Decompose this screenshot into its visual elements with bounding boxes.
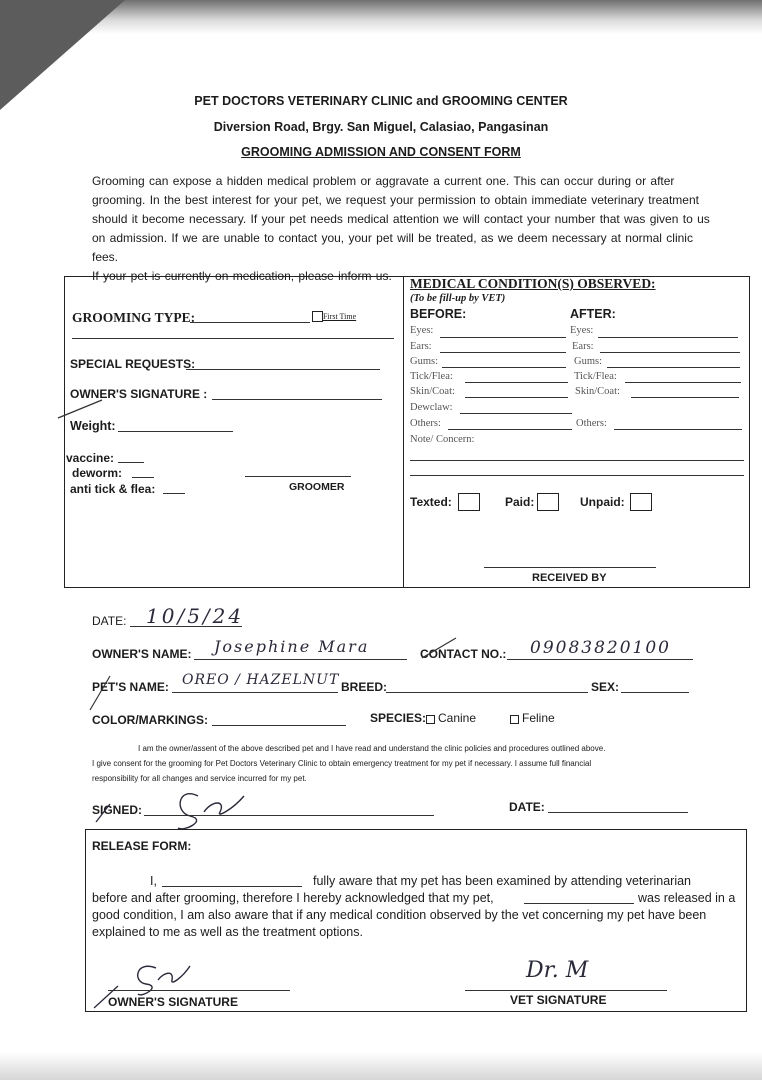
release-line-4: explained to me as well as the treatment options. [92, 925, 363, 939]
release-name-field[interactable] [162, 886, 302, 887]
first-time-checkbox[interactable] [312, 311, 323, 322]
pen-mark [420, 636, 460, 660]
first-time-label: First Time [323, 312, 357, 321]
texted-label: Texted: [410, 495, 452, 509]
anti-tick-field[interactable] [163, 493, 185, 494]
date-value: 10/5/24 [146, 604, 245, 628]
before-eyes-label: Eyes: [410, 325, 434, 336]
vet-signature-caption: VET SIGNATURE [510, 993, 607, 1007]
feline-checkbox[interactable] [510, 715, 519, 724]
before-skincoat-field[interactable] [465, 397, 568, 398]
release-line-3: good condition, I am also aware that if any medical condition observed by the vet concerning my pet have been [92, 908, 707, 922]
anti-tick-label: anti tick & flea: [70, 482, 156, 496]
after-ears-label: Ears: [572, 341, 594, 352]
vaccine-label: vaccine: [66, 451, 115, 465]
pet-name-value: OREO / HAZELNUT [182, 672, 340, 688]
release-pet-field[interactable] [524, 903, 634, 904]
color-markings-label: COLOR/MARKINGS: [92, 713, 208, 727]
species-label: SPECIES: [370, 711, 427, 725]
breed-field[interactable] [386, 692, 588, 693]
pet-name-label: PET'S NAME: [92, 680, 169, 694]
before-others-field[interactable] [448, 429, 572, 430]
after-gums-label: Gums: [574, 356, 603, 367]
release-text: was released in a [638, 891, 736, 905]
color-markings-field[interactable] [212, 725, 346, 726]
before-tickflea-label: Tick/Flea: [410, 371, 453, 382]
grooming-type-field-2[interactable] [72, 338, 394, 339]
date2-field[interactable] [548, 812, 688, 813]
contact-field[interactable] [507, 659, 693, 660]
intro-paragraph [92, 172, 712, 286]
paid-checkbox[interactable] [537, 493, 559, 511]
medical-conditions-title: MEDICAL CONDITION(S) OBSERVED: [410, 276, 656, 291]
after-skincoat-label: Skin/Coat: [575, 386, 620, 397]
unpaid-label: Unpaid: [580, 495, 625, 509]
note-line-2[interactable] [410, 475, 744, 476]
owner-name-label: OWNER'S NAME: [92, 647, 192, 661]
after-others-label: Others: [576, 418, 607, 429]
grooming-type-field[interactable] [190, 322, 310, 323]
before-dewclaw-label: Dewclaw: [410, 402, 453, 413]
before-label: BEFORE: [410, 307, 467, 321]
clinic-name: PET DOCTORS VETERINARY CLINIC and GROOMING CENTER [194, 94, 568, 108]
consent-line: responsibility for all changes and service incurred for my pet. [92, 774, 307, 783]
vet-subtitle: (To be fill-up by VET) [410, 293, 506, 304]
canine-label: Canine [438, 711, 477, 725]
intro-line: grooming. In the best interest for your pet, we request your permission to obtain immediate veterinary treatment [92, 193, 699, 207]
date-label: DATE: [92, 614, 127, 628]
note-line-1[interactable] [410, 460, 744, 461]
intro-line: Grooming can expose a hidden medical problem or aggravate a current one. This can occur during or after [92, 174, 675, 188]
admission-box-divider [403, 276, 404, 588]
clinic-address: Diversion Road, Brgy. San Miguel, Calasiao, Pangasinan [213, 120, 549, 134]
sex-label: SEX: [591, 680, 620, 694]
release-text: fully aware that my pet has been examined by attending veterinarian [313, 874, 692, 888]
after-gums-field[interactable] [607, 367, 740, 368]
after-others-field[interactable] [614, 429, 742, 430]
unpaid-checkbox[interactable] [630, 493, 652, 511]
deworm-field[interactable] [132, 477, 154, 478]
canine-checkbox[interactable] [426, 715, 435, 724]
vet-signature-value: Dr. M [526, 958, 589, 983]
owner-signature-label: OWNER'S SIGNATURE : [70, 387, 208, 401]
signed-label: SIGNED: [92, 803, 143, 817]
before-skincoat-label: Skin/Coat: [410, 386, 455, 397]
intro-line: on admission. If we are unable to contact you, your pet will be treated, as we deem necessary at normal clinic fees. [92, 231, 693, 264]
after-skincoat-field[interactable] [631, 397, 739, 398]
contact-label: CONTACT NO.: [420, 647, 507, 661]
vaccine-field[interactable] [118, 462, 144, 463]
consent-line: I give consent for the grooming for Pet Doctors Veterinary Clinic to obtain emergency treatment for my pet if necessary. I assume full financial [92, 759, 592, 768]
consent-line: I am the owner/assent of the above described pet and I have read and understand the clinic policies and procedures outlined above. [138, 744, 606, 753]
owner-signature-field[interactable] [212, 399, 382, 400]
feline-label: Feline [522, 711, 555, 725]
before-dewclaw-field[interactable] [460, 413, 572, 414]
before-gums-label: Gums: [410, 356, 439, 367]
received-by-label: RECEIVED BY [532, 572, 607, 584]
vet-signature-line[interactable] [465, 990, 667, 991]
special-requests-label: SPECIAL REQUESTS: [70, 357, 196, 371]
intro-line: should it become necessary. If your pet needs medical attention we will contact your number that was given to us [92, 212, 710, 226]
contact-value: 09083820100 [530, 638, 671, 658]
weight-label: Weight: [70, 419, 116, 433]
release-title: RELEASE FORM: [92, 839, 192, 853]
consent-text [92, 741, 712, 786]
before-eyes-field[interactable] [440, 337, 566, 338]
after-eyes-label: Eyes: [570, 325, 594, 336]
owner-signature-caption: OWNER'S SIGNATURE [108, 995, 238, 1009]
texted-checkbox[interactable] [458, 493, 480, 511]
after-tickflea-field[interactable] [625, 382, 741, 383]
pet-name-field[interactable] [172, 692, 338, 693]
weight-field[interactable] [118, 431, 233, 432]
before-tickflea-field[interactable] [465, 382, 568, 383]
sex-field[interactable] [621, 692, 689, 693]
owner-name-field[interactable] [194, 659, 407, 660]
groomer-label: GROOMER [289, 481, 345, 493]
groomer-signature-line[interactable] [245, 476, 351, 477]
owner-name-value: Josephine Mara [214, 637, 370, 656]
before-others-label: Others: [410, 418, 441, 429]
scan-edge-bottom [0, 1052, 762, 1080]
after-ears-field[interactable] [600, 352, 740, 353]
intro-line: If your pet is currently on medication, please inform us. [92, 269, 392, 283]
paid-label: Paid: [505, 495, 535, 509]
received-by-line[interactable] [484, 567, 656, 568]
before-gums-field[interactable] [442, 367, 566, 368]
form-title: GROOMING ADMISSION AND CONSENT FORM [241, 145, 521, 159]
before-ears-label: Ears: [410, 341, 432, 352]
after-tickflea-label: Tick/Flea: [574, 371, 617, 382]
deworm-label: deworm: [72, 466, 123, 480]
date2-label: DATE: [509, 800, 545, 814]
breed-label: BREED: [341, 680, 388, 694]
release-text: before and after grooming, therefore I hereby acknowledged that my pet, [92, 891, 494, 905]
before-ears-field[interactable] [440, 352, 566, 353]
special-requests-field[interactable] [186, 369, 380, 370]
note-concern-label: Note/ Concern: [410, 434, 475, 445]
after-eyes-field[interactable] [598, 337, 738, 338]
after-label: AFTER: [570, 307, 616, 321]
release-i: I, [150, 874, 157, 888]
grooming-type-label: GROOMING TYPE: [72, 310, 196, 325]
pen-mark [86, 672, 116, 712]
